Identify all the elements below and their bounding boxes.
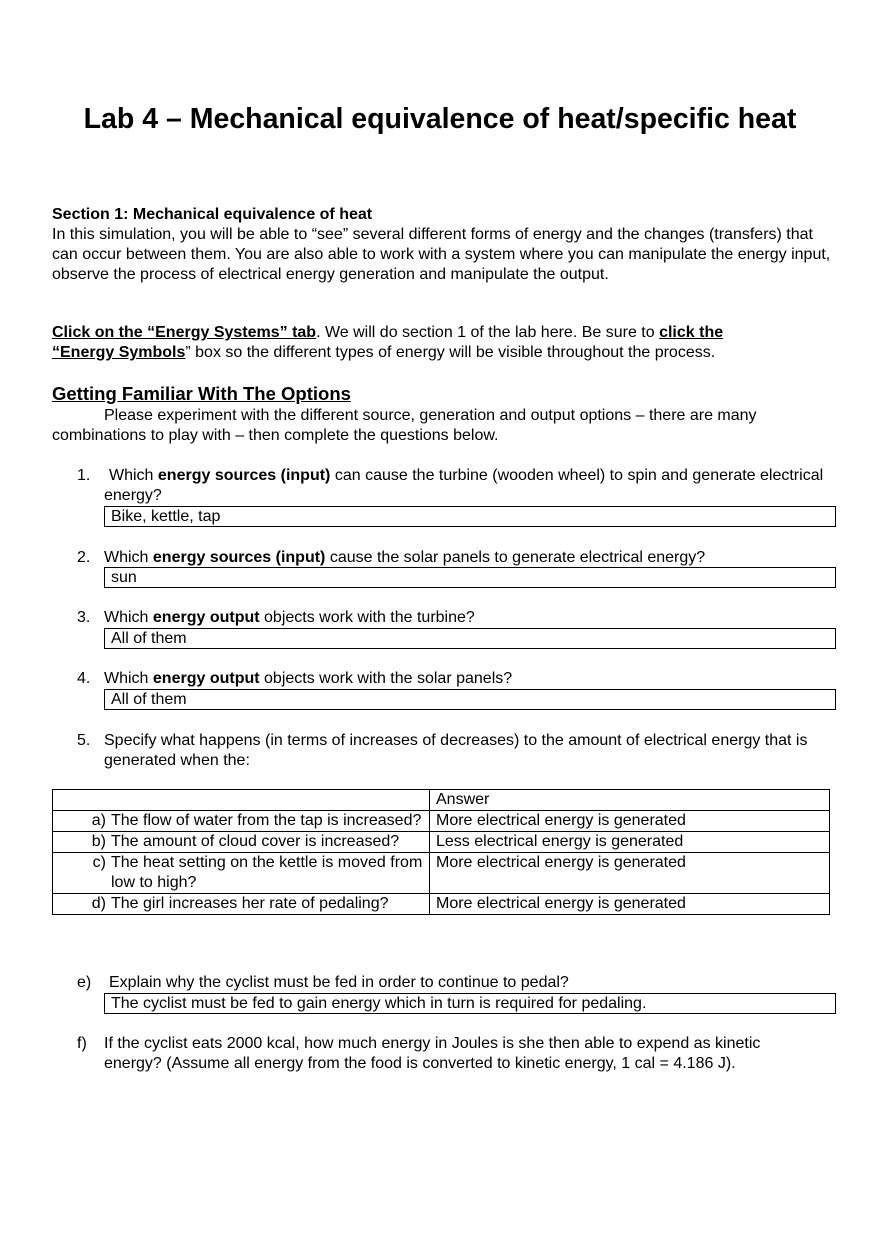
row-letter: b) (91, 833, 106, 850)
row-letter: a) (91, 812, 106, 829)
energy-systems-tab-instruction: Click on the “Energy Systems” tab (52, 324, 317, 341)
row-question: The amount of cloud cover is increased? (111, 833, 400, 850)
question-2-number: 2. (77, 549, 91, 566)
row-letter: c) (92, 854, 106, 871)
question-e-answer-field[interactable]: The cyclist must be fed to gain energy which in turn is required for pedaling. (104, 993, 836, 1014)
question-3-number: 3. (77, 609, 91, 626)
table-row (53, 894, 830, 915)
instructions-paragraph (52, 323, 832, 363)
instruction-mid: . We will do section 1 of the lab here. Be sure to (316, 324, 660, 341)
question-2-answer-field[interactable]: sun (104, 567, 836, 588)
q2-pre: Which (104, 549, 153, 566)
table-question-cell (53, 853, 430, 894)
q3-post: objects work with the turbine? (259, 609, 475, 626)
q4-bold: energy output (152, 670, 260, 687)
question-1-answer-field[interactable]: Bike, kettle, tap (104, 506, 836, 527)
row-letter: d) (91, 895, 106, 912)
options-intro: Please experiment with the different source, generation and output options – there are many combinations to play with – then complete the questions below. (52, 407, 757, 444)
q1-post: can cause the turbine (wooden wheel) to spin and generate electrical energy? (104, 467, 824, 504)
q2-bold: energy sources (input) (152, 549, 326, 566)
q4-post: objects work with the solar panels? (259, 670, 513, 687)
q3-pre: Which (104, 609, 153, 626)
q4-pre: Which (104, 670, 153, 687)
table-answer-cell[interactable]: More electrical energy is generated (430, 894, 830, 915)
q3-bold: energy output (152, 609, 260, 626)
instruction-end: ” box so the different types of energy will be visible throughout the process. (185, 344, 716, 361)
options-heading: Getting Familiar With The Options (52, 383, 351, 404)
question-3-text (104, 608, 834, 628)
question-f-text: If the cyclist eats 2000 kcal, how much energy in Joules is she then able to expend as kinetic energy? (Assume all energy from the food is converted to kinetic energy, 1 cal = 4.186 J). (104, 1035, 761, 1072)
table-answer-cell[interactable]: Less electrical energy is generated (430, 832, 830, 853)
section1-block (52, 205, 832, 285)
answer-table (52, 789, 830, 915)
section1-heading: Section 1: Mechanical equivalence of heat (52, 206, 373, 223)
row-question: The flow of water from the tap is increased? (111, 812, 422, 829)
table-answer-cell[interactable]: More electrical energy is generated (430, 853, 830, 894)
question-2-text (104, 548, 834, 568)
question-4-text (104, 669, 834, 689)
table-header-row (53, 790, 830, 811)
q2-post: cause the solar panels to generate electrical energy? (325, 549, 706, 566)
table-header-answer: Answer (430, 790, 830, 811)
question-f-letter: f) (77, 1035, 87, 1052)
q1-bold: energy sources (input) (157, 467, 331, 484)
question-e-text: Explain why the cyclist must be fed in order to continue to pedal? (109, 974, 569, 991)
table-question-cell (53, 894, 430, 915)
question-5-text: Specify what happens (in terms of increases of decreases) to the amount of electrical energy that is generated when the: (104, 732, 808, 769)
q1-pre: Which (109, 467, 158, 484)
question-1-number: 1. (77, 467, 91, 484)
question-4-answer-field[interactable]: All of them (104, 689, 836, 710)
table-question-cell (53, 811, 430, 832)
table-answer-cell[interactable]: More electrical energy is generated (430, 811, 830, 832)
question-1-text (104, 466, 834, 506)
row-question: The girl increases her rate of pedaling? (111, 895, 389, 912)
click-the-instruction: click the (659, 324, 724, 341)
table-header-empty (53, 790, 430, 811)
section1-intro: In this simulation, you will be able to “see” several different forms of energy and the changes (transfers) that can occur between them. You are also able to work with a system where you can manipulate the energy input, observe the process of electrical energy generation and manipulate the output. (52, 226, 831, 283)
row-question: The heat setting on the kettle is moved from low to high? (111, 854, 423, 891)
table-row (53, 853, 830, 894)
table-row (53, 811, 830, 832)
table-row (53, 832, 830, 853)
question-5-number: 5. (77, 732, 91, 749)
page-title: Lab 4 – Mechanical equivalence of heat/specific heat (83, 103, 797, 135)
question-e-letter: e) (77, 974, 92, 991)
question-4-number: 4. (77, 670, 91, 687)
table-question-cell (53, 832, 430, 853)
energy-symbols-instruction: “Energy Symbols (52, 344, 186, 361)
question-3-answer-field[interactable]: All of them (104, 628, 836, 649)
